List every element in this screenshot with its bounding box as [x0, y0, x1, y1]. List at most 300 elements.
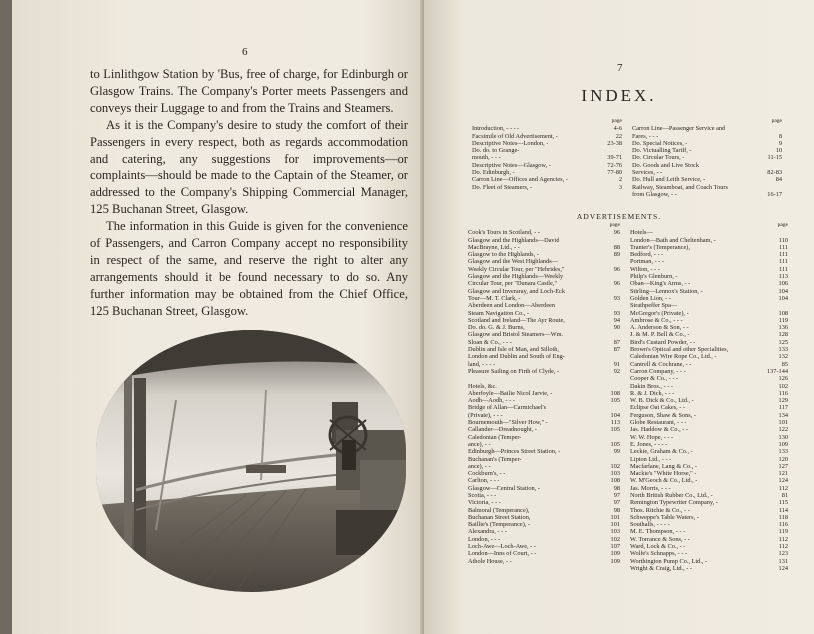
index-title: INDEX.	[581, 86, 657, 105]
index-entry	[630, 258, 788, 265]
entry-page: 2	[618, 176, 622, 184]
index-entry	[632, 176, 782, 183]
index-entry	[468, 550, 620, 557]
entry-label: Eclipse Oat Cakes, - -	[630, 404, 686, 412]
entry-page: 117	[778, 404, 788, 412]
entry-label: Philp's Glenburn, -	[630, 273, 678, 281]
entry-label: Brown's Optical and other Specialities,	[630, 346, 729, 354]
index-entry	[468, 375, 620, 382]
entry-page: 90	[613, 324, 620, 332]
entry-label: M. E. Thompson, - - -	[630, 528, 686, 536]
index-entry	[468, 456, 620, 463]
entry-page: 108	[778, 309, 788, 317]
index-entry	[472, 133, 622, 140]
entry-label: Remington Typewriter Company, -	[630, 499, 718, 507]
entry-page: 94	[613, 316, 620, 324]
entry-label: Glasgow and Bristol Steamers—Wm.	[468, 331, 564, 339]
entry-label: Buchanan Street Station,	[468, 513, 531, 521]
entry-page: 103	[610, 528, 620, 536]
entry-page: 88	[613, 243, 620, 251]
entry-page: 102	[610, 535, 620, 543]
entry-label: Do. Goods and Live Stock	[632, 161, 699, 169]
index-entry	[468, 507, 620, 514]
entry-page: 11-15	[767, 154, 782, 162]
index-entry	[468, 295, 620, 302]
entry-label: Descriptive Notes—London, -	[472, 139, 549, 147]
entry-label: Alexandra, - - -	[468, 528, 507, 536]
entry-label: Glasgow and Inveraray, and Loch-Eck	[468, 287, 565, 295]
paragraph-2: As it is the Company's desire to study the comfort of their Passengers in every respect, both as regards accommodation and catering, any suggestions for improvements—or complaints—should be made to the Captain of the Steamer, or addressed to the Company's Shipping Commercial Manager, 125 Buchanan Street, Glasgow.	[90, 117, 408, 217]
index-entry	[630, 565, 788, 572]
index-entry	[468, 346, 620, 353]
page-number-right: 7	[617, 62, 623, 74]
entry-page: 93	[613, 309, 620, 317]
entry-label: Do. Victualling Tariff, -	[632, 147, 692, 155]
index-entry	[630, 244, 788, 251]
index-entry	[630, 543, 788, 550]
paragraph-3: The information in this Guide is given for the convenience of Passengers, and Carron Company accept no responsibility in respect of the same, and reserve the right to alter any arrangements should it be found necessary to do so. Any further information may be obtained from the Chief Office, 125 Buchanan Street, Glasgow.	[90, 219, 408, 318]
entry-label: Baillie's (Temperance), -	[468, 521, 531, 529]
entry-page: 114	[778, 506, 788, 514]
entry-label: Glasgow to the Highlands, -	[468, 251, 539, 259]
entry-label: Bournemouth—"Silver How," -	[468, 419, 548, 427]
index-entry	[468, 251, 620, 258]
entry-label: Balmoral (Temperance),	[468, 506, 530, 514]
entry-label: W. B. Dick & Co., Ltd., -	[630, 397, 694, 405]
index-entry	[632, 184, 782, 191]
entry-label: Buchanan's (Temper-	[468, 455, 522, 463]
entry-page: 101	[610, 521, 620, 529]
entry-label: Hotels—	[630, 229, 653, 237]
index-entry	[632, 133, 782, 140]
entry-page: 4-6	[613, 125, 622, 133]
index-entry	[630, 339, 788, 346]
entry-label: Carron Company, - - -	[630, 367, 686, 375]
index-entry	[468, 302, 620, 309]
entry-label: Railway, Steamboat, and Coach Tours	[632, 183, 728, 191]
left-page	[12, 0, 424, 634]
index-entry	[630, 412, 788, 419]
entry-label: Facsimile of Old Advertisement, -	[472, 132, 558, 140]
entry-label: Thos. Ritchie & Co., - -	[630, 506, 690, 514]
index-entry	[630, 346, 788, 353]
index-entry	[630, 419, 788, 426]
entry-page: 87	[613, 346, 620, 354]
entry-page: 123	[778, 550, 788, 558]
entry-label: mouth, - - -	[472, 154, 501, 162]
index-entry	[630, 404, 788, 411]
index-entry	[630, 550, 788, 557]
entry-page: 87	[613, 338, 620, 346]
index-entry	[468, 266, 620, 273]
entry-label: Do. Edinburgh, -	[472, 169, 515, 177]
entry-page: 92	[613, 367, 620, 375]
index-entry	[468, 258, 620, 265]
entry-label: A. Anderson & Son, - -	[630, 324, 689, 332]
entry-page: 22	[615, 132, 622, 140]
entry-page: 101	[610, 513, 620, 521]
entry-label: Jas. Morris, - - -	[630, 484, 671, 492]
entry-label: North British Rubber Co., Ltd., -	[630, 491, 713, 499]
entry-label: Scotland and Ireland—The Ayr Route,	[468, 316, 565, 324]
page-number-left: 6	[242, 46, 248, 58]
entry-page: 132	[778, 353, 788, 361]
entry-label: Aberdeen and London—Aberdeen	[468, 302, 556, 310]
entry-label: Do. do. G. & J. Burns,	[468, 324, 525, 332]
index-entry	[632, 169, 782, 176]
entry-page: 77-80	[607, 169, 622, 177]
entry-page: 133	[778, 346, 788, 354]
index-entry	[632, 191, 782, 198]
index-entry	[630, 361, 788, 368]
entry-page: 120	[778, 455, 788, 463]
entry-label: London—Inns of Court, - -	[468, 550, 537, 558]
entry-page: 104	[778, 287, 788, 295]
entry-label: MacBrayne, Ltd., - -	[468, 243, 520, 251]
index-entry	[630, 448, 788, 455]
page-header: page	[611, 118, 622, 124]
entry-page: 82-83	[767, 169, 782, 177]
entry-page: 111	[779, 265, 788, 273]
index-entry	[468, 528, 620, 535]
entry-page: 125	[778, 338, 788, 346]
entry-page: 113	[610, 419, 620, 427]
index-entry	[468, 558, 620, 565]
index-entry	[468, 310, 620, 317]
page-header: page	[609, 222, 620, 228]
entry-label: Cockburn's, - -	[468, 470, 506, 478]
entry-page: 124	[778, 564, 788, 572]
entry-page: 121	[778, 470, 788, 478]
entry-label: Athole House, - -	[468, 557, 512, 565]
entry-page: 96	[613, 280, 620, 288]
index-entry	[468, 441, 620, 448]
entry-label: Tranter's (Temperance),	[630, 243, 690, 251]
index-entry	[468, 229, 620, 236]
index-entry	[630, 521, 788, 528]
entry-page: 108	[610, 389, 620, 397]
index-entry	[468, 404, 620, 411]
index-entry	[468, 412, 620, 419]
entry-label: Edinburgh—Princes Street Station, -	[468, 448, 561, 456]
entry-page: 124	[778, 477, 788, 485]
entry-label: R. & J. Dick, - - -	[630, 389, 675, 397]
entry-label: Fares, - - -	[632, 132, 659, 140]
ship-deck-photo	[96, 330, 406, 592]
entry-page: 109	[778, 440, 788, 448]
entry-page: 16-17	[767, 190, 782, 198]
entry-page: 118	[778, 513, 788, 521]
entry-page: 122	[778, 426, 788, 434]
entry-page: 131	[778, 557, 788, 565]
paragraph-1: to Linlithgow Station by 'Bus, free of charge, for Edinburgh or Glasgow Trains. The Company's Porter meets Passengers and conveys their Luggage to and from the Trains and Steamers.	[90, 67, 408, 115]
index-entry	[468, 244, 620, 251]
entry-label: Globe Restaurant, - - -	[630, 419, 687, 427]
entry-page: 111	[779, 251, 788, 259]
entry-label: Glasgow and the West Highlands—	[468, 258, 558, 266]
entry-page: 119	[778, 528, 788, 536]
index-entry	[630, 237, 788, 244]
entry-page: 109	[610, 557, 620, 565]
index-entry	[630, 558, 788, 565]
entry-label: Loch-Awe—Loch-Awe, - -	[468, 543, 536, 551]
entry-page: 96	[613, 229, 620, 237]
index-entry	[468, 485, 620, 492]
entry-label: London and Dublin and South of Eng-	[468, 353, 565, 361]
index-entry	[630, 390, 788, 397]
entry-label: Scotia, - - -	[468, 491, 497, 499]
entry-label: Carlton, - - -	[468, 477, 500, 485]
entry-label: Dublin and Isle of Man, and Silloth,	[468, 346, 559, 354]
index-entry	[468, 368, 620, 375]
entry-label: Caledonian (Temper-	[468, 433, 522, 441]
index-entry	[630, 302, 788, 309]
index-entry	[468, 499, 620, 506]
index-entry	[472, 162, 622, 169]
index-entry	[630, 536, 788, 543]
index-entry	[468, 288, 620, 295]
entry-label: Bird's Custard Powder, - -	[630, 338, 696, 346]
entry-page: 110	[778, 236, 788, 244]
index-entry	[630, 368, 788, 375]
entry-page: 8	[778, 132, 782, 140]
entry-label: Introduction, - - - -	[472, 125, 520, 133]
entry-label: Macfarlane, Lang & Co., -	[630, 462, 697, 470]
index-entry	[630, 280, 788, 287]
index-entry	[472, 125, 622, 132]
entry-label: Glasgow and the Highlands—Weekly	[468, 273, 564, 281]
entry-label: Jas. Haddow & Co., - -	[630, 426, 689, 434]
entry-label: W. Torrance & Sons, - -	[630, 535, 690, 543]
index-entry	[630, 499, 788, 506]
index-entry	[468, 273, 620, 280]
entry-page: 3	[618, 183, 622, 191]
entry-label: ance), - -	[468, 440, 491, 448]
entry-page: 93	[613, 294, 620, 302]
entry-page: 112	[778, 484, 788, 492]
entry-label: Aodh—Aodh, - - -	[468, 397, 515, 405]
index-entry	[468, 514, 620, 521]
entry-page: 137-144	[767, 367, 788, 375]
entry-label: Do. do. to Grange-	[472, 147, 520, 155]
entry-label: London—Bath and Cheltenham, -	[630, 236, 716, 244]
entry-label: Ward, Lock & Co., - -	[630, 543, 686, 551]
index-entry	[468, 317, 620, 324]
index-entry	[630, 514, 788, 521]
index-entry	[632, 154, 782, 161]
index-entry	[472, 140, 622, 147]
entry-page: 105	[610, 397, 620, 405]
entry-page: 102	[610, 462, 620, 470]
index-entry	[630, 353, 788, 360]
entry-label: Aberfoyle—Bailie Nicol Jarvie, -	[468, 389, 553, 397]
entry-label: Mackie's "White Horse," -	[630, 470, 697, 478]
entry-page: 10	[775, 147, 782, 155]
entry-page: 128	[778, 331, 788, 339]
entry-label: Glasgow and the Highlands—David	[468, 236, 560, 244]
entry-label: Oban—King's Arms, - -	[630, 280, 691, 288]
index-entry	[630, 470, 788, 477]
entry-label: Glasgow—Central Station, -	[468, 484, 540, 492]
index-entry	[632, 162, 782, 169]
entry-page: 96	[613, 265, 620, 273]
entry-page: 102	[778, 382, 788, 390]
entry-label: Bedford, - - -	[630, 251, 664, 259]
entry-label: Dakin Bros., - - -	[630, 382, 674, 390]
entry-label: Wilton, - - -	[630, 265, 660, 273]
entry-page: 97	[613, 499, 620, 507]
index-entry	[468, 463, 620, 470]
entry-page: 119	[778, 316, 788, 324]
entry-page: 72-76	[607, 161, 622, 169]
entry-label: Wright & Craig, Ltd., - -	[630, 564, 693, 572]
index-entry	[630, 426, 788, 433]
index-entry	[630, 528, 788, 535]
entry-label: Ambrose & Co., - - -	[630, 316, 683, 324]
entry-label: Circular Tour, per "Dunara Castle,"	[468, 280, 557, 288]
entry-page: 107	[610, 543, 620, 551]
entry-page: 113	[778, 273, 788, 281]
entry-label: Tour—M. T. Clark, -	[468, 294, 521, 302]
entry-label: Victoria, - - -	[468, 499, 501, 507]
index-entry	[630, 397, 788, 404]
index-entry	[468, 353, 620, 360]
entry-label: Cantrell & Cochrane, - -	[630, 360, 692, 368]
entry-label: W. W. Hope, - - -	[630, 433, 674, 441]
index-entry	[630, 375, 788, 382]
entry-label: J. & M. P. Bell & Co., -	[630, 331, 690, 339]
entry-label: Do. Fleet of Steamers, -	[472, 183, 533, 191]
entry-label: Sloan & Co., - - -	[468, 338, 512, 346]
entry-page: 98	[613, 506, 620, 514]
entry-label: Carron Line—Passenger Service and	[632, 125, 726, 133]
entry-page: 126	[778, 375, 788, 383]
entry-label: McGregor's (Private), -	[630, 309, 689, 317]
entry-label: London, - - -	[468, 535, 501, 543]
index-entry	[630, 456, 788, 463]
index-entry	[472, 176, 622, 183]
index-entry	[468, 361, 620, 368]
index-entry	[630, 485, 788, 492]
entry-label: Do. Hull and Leith Service, -	[632, 176, 706, 184]
entry-label: ance), - -	[468, 462, 491, 470]
entry-page: 116	[778, 389, 788, 397]
index-entry	[468, 543, 620, 550]
entry-page: 109	[610, 550, 620, 558]
index-entry	[472, 147, 622, 154]
entry-page: 112	[778, 543, 788, 551]
entry-label: W. M'Geoch & Co., Ltd., -	[630, 477, 698, 485]
entry-label: Steam Navigation Co., -	[468, 309, 530, 317]
entry-label: Strathpeffer Spa—	[630, 302, 678, 310]
right-page	[424, 0, 814, 634]
entry-label: Caledonian Wire Rope Co., Ltd., -	[630, 353, 717, 361]
entry-page: 106	[778, 280, 788, 288]
entry-page: 9	[778, 139, 782, 147]
index-entry	[472, 154, 622, 161]
index-entry	[468, 426, 620, 433]
index-entry	[468, 492, 620, 499]
ads-right-column	[630, 222, 788, 572]
index-entry	[630, 463, 788, 470]
index-entry	[632, 147, 782, 154]
index-entry	[630, 266, 788, 273]
entry-label: Do. Circular Tours, -	[632, 154, 685, 162]
index-entry	[472, 169, 622, 176]
entry-label: Descriptive Notes—Glasgow, -	[472, 161, 551, 169]
index-entry	[630, 383, 788, 390]
entry-page: 115	[778, 499, 788, 507]
entry-label: Portman, - - -	[630, 258, 664, 266]
entry-label: Cooper & Co., - - -	[630, 375, 679, 383]
entry-label: Pleasure Sailing on Firth of Clyde, -	[468, 367, 560, 375]
index-entry	[630, 331, 788, 338]
index-entry	[630, 324, 788, 331]
entry-label: Leckie, Graham & Co., -	[630, 448, 693, 456]
entry-page: 99	[613, 448, 620, 456]
entry-label: Wolfe's Schnapps, - - -	[630, 550, 688, 558]
entry-label: Do. Special Notices, -	[632, 139, 688, 147]
index-entry	[468, 339, 620, 346]
entry-page: 136	[778, 324, 788, 332]
index-entry	[632, 125, 782, 132]
entry-page: 91	[613, 360, 620, 368]
entry-label: Cook's Tours in Scotland, - -	[468, 229, 540, 237]
entry-label: (Private), - - -	[468, 411, 503, 419]
index-entry	[630, 229, 788, 236]
entry-page: 127	[778, 462, 788, 470]
index-entry	[468, 383, 620, 390]
page-header: page	[771, 118, 782, 124]
entry-label: Ferguson, Shaw & Sons, -	[630, 411, 697, 419]
index-entry	[468, 419, 620, 426]
entry-label: Worthington Pump Co., Ltd., -	[630, 557, 708, 565]
index-entry	[468, 397, 620, 404]
entry-page: 104	[778, 294, 788, 302]
entry-page: 89	[613, 251, 620, 259]
entry-page: 103	[610, 470, 620, 478]
advertisements-title: ADVERTISEMENTS.	[576, 212, 662, 221]
index-entry	[630, 507, 788, 514]
index-entry	[468, 434, 620, 441]
index-entry	[468, 331, 620, 338]
entry-page: 112	[778, 535, 788, 543]
entry-label: from Glasgow, - -	[632, 190, 677, 198]
entry-label: land, - - - -	[468, 360, 496, 368]
index-entry	[630, 273, 788, 280]
entry-page: 130	[778, 433, 788, 441]
entry-page: 111	[779, 258, 788, 266]
entry-page: 85	[781, 360, 788, 368]
entry-page: 39-71	[607, 154, 622, 162]
index-entry	[468, 448, 620, 455]
index-entry	[468, 536, 620, 543]
index-entry	[632, 140, 782, 147]
entry-page: 101	[778, 419, 788, 427]
index-entry	[468, 521, 620, 528]
entry-label: Weekly Circular Tour, per "Hebrides,"	[468, 265, 565, 273]
index-entry	[468, 280, 620, 287]
entry-label: Southalls, - - - -	[630, 521, 670, 529]
index-entry	[468, 390, 620, 397]
entry-label: Schweppe's Table Waters, -	[630, 513, 699, 521]
index-entry	[630, 310, 788, 317]
index-entry	[630, 434, 788, 441]
ads-left-column	[468, 222, 620, 565]
entry-label: Stirling—Lennox's Station, -	[630, 287, 703, 295]
entry-page: 23-38	[607, 139, 622, 147]
index-entry	[630, 317, 788, 324]
